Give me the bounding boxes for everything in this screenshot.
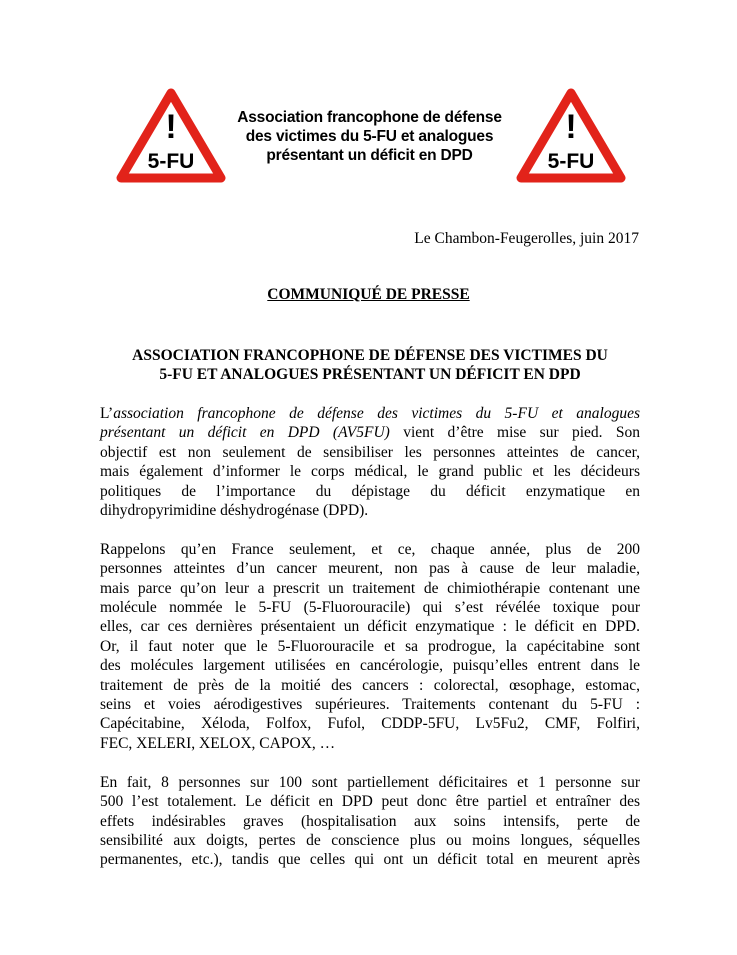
body-line: mais parce qu’on leur a prescrit un traitement de chimiothérapie contenant une xyxy=(100,579,640,597)
body-line: politiques de l’importance du dépistage du déficit enzymatique en xyxy=(100,482,640,500)
italic-text: association francophone de défense des victimes du 5-FU et analogues xyxy=(113,405,640,422)
main-title-line: ASSOCIATION FRANCOPHONE DE DÉFENSE DES VICTIMES DU xyxy=(132,347,608,364)
press-release-heading xyxy=(0,286,737,304)
logo-label-5fu: 5-FU xyxy=(547,150,595,173)
press-release-heading-text: COMMUNIQUÉ DE PRESSE xyxy=(267,286,470,303)
body-line: En fait, 8 personnes sur 100 sont partiellement déficitaires et 1 personne sur xyxy=(100,773,640,791)
italic-text: présentant un déficit en DPD (AV5FU) xyxy=(100,424,390,442)
warning-triangle-icon xyxy=(115,86,227,186)
place-and-date: Le Chambon-Feugerolles, juin 2017 xyxy=(414,230,639,247)
body-line: sensibilité aux doigts, pertes de conscience plus ou moins longues, séquelles xyxy=(100,831,640,849)
body-paragraph xyxy=(100,540,640,753)
body-line: effets indésirables graves (hospitalisation aux soins intensifs, perte de xyxy=(100,812,640,830)
main-title-line: 5-FU ET ANALOGUES PRÉSENTANT UN DÉFICIT EN DPD xyxy=(159,366,581,383)
body-line: objectif est non seulement de sensibiliser les personnes atteintes de cancer, xyxy=(100,443,640,461)
body-line: permanentes, etc.), tandis que celles qui ont un déficit total en meurent après xyxy=(100,851,640,869)
association-title-line: des victimes du 5-FU et analogues xyxy=(245,128,494,145)
body-line: traitement de près de la moitié des cancers : colorectal, œsophage, estomac, xyxy=(100,676,640,694)
association-title-line: Association francophone de défense xyxy=(237,109,502,126)
warning-triangle-left xyxy=(115,86,227,186)
body-line: des molécules largement utilisées en cancérologie, puisqu’elles entrent dans le xyxy=(100,657,640,675)
body-line: 500 l’est totalement. Le déficit en DPD peut donc être partiel et entraîner des xyxy=(100,793,640,811)
warning-triangle-icon xyxy=(515,86,627,186)
body-line: molécule nommée le 5-FU (5-Fluorouracile) qui s’est révélée toxique pour xyxy=(100,599,640,617)
exclamation-mark: ! xyxy=(565,108,577,146)
association-title-line: présentant un déficit en DPD xyxy=(266,147,473,164)
body-line: elles, car ces dernières présentaient un déficit enzymatique : le déficit en DPD. xyxy=(100,618,640,636)
exclamation-mark: ! xyxy=(165,108,177,146)
body-line: Rappelons qu’en France seulement, et ce, chaque année, plus de 200 xyxy=(100,540,640,558)
body-line: Capécitabine, Xéloda, Folfox, Fufol, CDDP-5FU, Lv5Fu2, CMF, Folfiri, xyxy=(100,715,640,733)
body-line: personnes atteintes d’un cancer meurent, non pas à cause de leur maladie, xyxy=(100,560,640,578)
body-line: seins et voies aérodigestives supérieures. Traitements contenant du 5-FU : xyxy=(100,696,640,714)
document-body xyxy=(100,404,640,889)
body-paragraph xyxy=(100,773,640,870)
logo-label-5fu: 5-FU xyxy=(147,150,195,173)
main-title xyxy=(100,346,640,384)
body-line: dihydropyrimidine déshydrogénase (DPD). xyxy=(100,502,369,520)
association-title xyxy=(228,108,511,165)
body-line: mais également d’informer le corps médical, le grand public et les décideurs xyxy=(100,463,640,481)
body-line: L’association francophone de défense des victimes du 5-FU et analogues xyxy=(100,405,640,422)
body-paragraph xyxy=(100,404,640,520)
body-line: présentant un déficit en DPD (AV5FU) vient d’être mise sur pied. Son xyxy=(100,424,641,442)
body-line: FEC, XELERI, XELOX, CAPOX, … xyxy=(100,734,336,752)
warning-triangle-right xyxy=(515,86,627,186)
body-line: Or, il faut noter que le 5-Fluorouracile et sa prodrogue, la capécitabine sont xyxy=(100,637,640,655)
